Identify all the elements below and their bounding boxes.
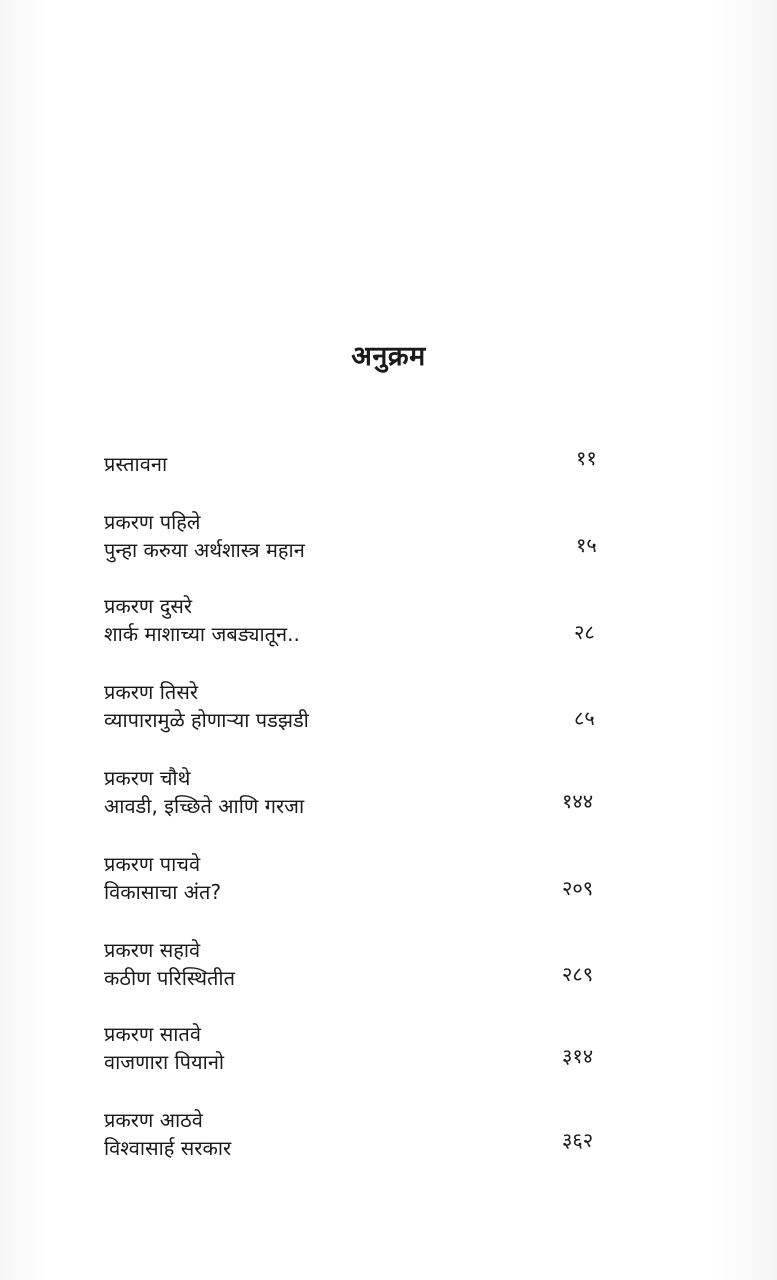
toc-entry-chapter-3 <box>104 678 624 734</box>
page-number: १५ <box>576 533 597 557</box>
chapter-label: प्रकरण आठवे <box>104 1108 203 1132</box>
page-number: ३१४ <box>562 1044 594 1068</box>
chapter-label: प्रकरण सातवे <box>104 1022 201 1046</box>
chapter-title: विकासाचा अंत? <box>104 880 222 904</box>
chapter-label: प्रकरण सहावे <box>104 938 201 962</box>
page-number: १४४ <box>562 789 594 813</box>
toc-entry-chapter-1 <box>104 508 624 564</box>
chapter-label: प्रकरण पहिले <box>104 510 201 534</box>
toc-entry-chapter-8 <box>104 1106 624 1162</box>
chapter-label: प्रकरण दुसरे <box>104 594 193 618</box>
page-number: ३६२ <box>562 1128 594 1152</box>
page-number: ८५ <box>574 706 595 730</box>
page-number: २८ <box>574 620 595 644</box>
chapter-label: प्रकरण तिसरे <box>104 680 199 704</box>
chapter-label: प्रकरण चौथे <box>104 766 191 790</box>
toc-entry-chapter-2 <box>104 592 624 648</box>
chapter-title: विश्वासार्ह सरकार <box>104 1136 232 1160</box>
toc-entry-preface <box>104 450 624 478</box>
toc-entry-chapter-6 <box>104 936 624 992</box>
chapter-label: प्रकरण पाचवे <box>104 852 201 876</box>
chapter-title: कठीण परिस्थितीत <box>104 966 236 990</box>
chapter-title: शार्क माशाच्या जबड्यातून.. <box>104 622 300 646</box>
toc-entry-chapter-7 <box>104 1020 624 1076</box>
entry-name: प्रस्तावना <box>104 452 168 476</box>
chapter-title: व्यापारामुळे होणाऱ्या पडझडी <box>104 708 309 732</box>
page-number: २८९ <box>562 962 594 986</box>
chapter-title: पुन्हा करुया अर्थशास्त्र महान <box>104 538 305 562</box>
page-title: अनुक्रम <box>351 341 426 372</box>
toc-entry-chapter-5 <box>104 850 624 906</box>
toc-entry-chapter-4 <box>104 764 624 820</box>
page-number: ११ <box>576 446 597 470</box>
page-number: २०९ <box>562 876 594 900</box>
chapter-title: वाजणारा पियानो <box>104 1050 225 1074</box>
chapter-title: आवडी, इच्छिते आणि गरजा <box>104 794 305 818</box>
